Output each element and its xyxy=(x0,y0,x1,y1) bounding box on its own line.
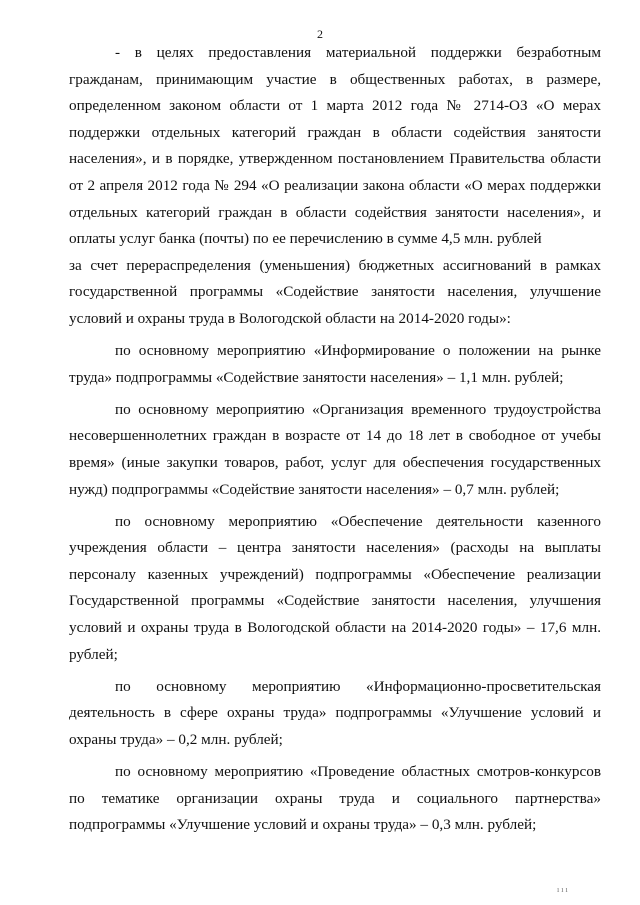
paragraph-labor-market-info: по основному мероприятию «Информирование о положении на рынке труда» подпрограммы «Содействие занятости населения» – 1,1 млн. рублей; xyxy=(69,342,601,386)
paragraph-labor-safety-info: по основному мероприятию «Информационно-просветительская деятельность в сфере охраны труда» подпрограммы «Улучшение условий и охраны труда» – 0,2 млн. рублей; xyxy=(69,677,601,748)
paragraph-redistribution: за счет перераспределения (уменьшения) бюджетных ассигнований в рамках государственной программы «Содействие занятости населения, улучшение условий и охраны труда в Вологодской области на 2014-2020 годы»: xyxy=(69,256,601,327)
page-number: 2 xyxy=(317,27,323,41)
paragraph-employment-center: по основному мероприятию «Обеспечение деятельности казенного учреждения области – центра занятости населения» (расходы на выплаты персоналу казенных учреждений) подпрограммы «Обеспечение реализации Государственной программы «Содействие занятости населения, улучшения условий и охраны труда в Вологодской области на 2014-2020 годы» – 17,6 млн. рублей; xyxy=(69,512,601,663)
document-body xyxy=(69,40,601,839)
paragraph-material-support: - в целях предоставления материальной поддержки безработным гражданам, принимающим участие в общественных работах, в размере, определенном законом области от 1 марта 2012 года № 2714-ОЗ «О мерах поддержки отдельных категорий граждан в области содействия занятости населения», и в порядке, утвержденном постановлением Правительства области от 2 апреля 2012 года № 294 «О реализации закона области «О мерах поддержки отдельных категорий граждан в области содействия занятости населения», и оплаты услуг банка (почты) по ее перечислению в сумме 4,5 млн. рублей xyxy=(69,44,601,248)
paragraph-contests: по основному мероприятию «Проведение областных смотров-конкурсов по тематике организации охраны труда и социального партнерства» подпрограммы «Улучшение условий и охраны труда» – 0,3 млн. рублей; xyxy=(69,762,601,834)
paragraph-temporary-employment: по основному мероприятию «Организация временного трудоустройства несовершеннолетних граждан в возрасте от 14 до 18 лет в свободное от учебы время» (иные закупки товаров, работ, услуг для обеспечения государственных нужд) подпрограммы «Содействие занятости населения» – 0,7 млн. рублей; xyxy=(69,400,601,498)
footer-mark: ııı xyxy=(557,885,570,894)
